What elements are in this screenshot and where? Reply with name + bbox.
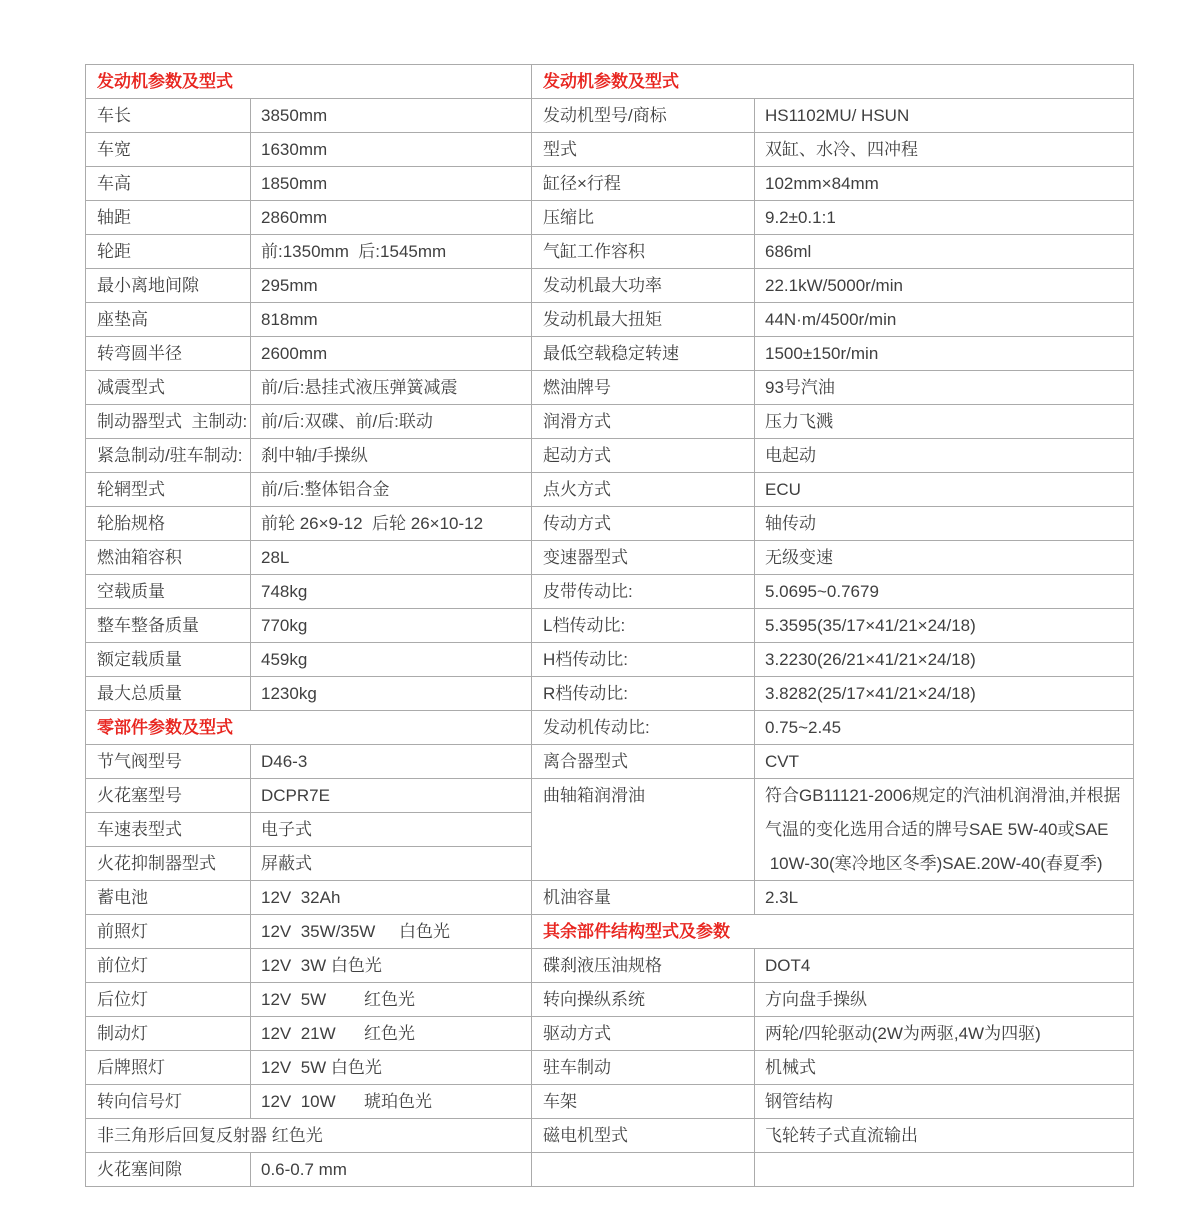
spec-label: 制动器型式 主制动: xyxy=(86,405,251,439)
spec-value: 12V 21W 红色光 xyxy=(251,1017,532,1051)
spec-label: 整车整备质量 xyxy=(86,609,251,643)
spec-value: 双缸、水冷、四冲程 xyxy=(755,133,1134,167)
spec-value: 电子式 xyxy=(251,813,532,847)
spec-value: 12V 3W 白色光 xyxy=(251,949,532,983)
spec-value: 2.3L xyxy=(755,881,1134,915)
spec-merged-row: 非三角形后回复反射器 红色光 xyxy=(86,1119,532,1153)
spec-label: 发动机最大功率 xyxy=(532,269,755,303)
spec-label: 发动机最大扭矩 xyxy=(532,303,755,337)
spec-value: 9.2±0.1:1 xyxy=(755,201,1134,235)
spec-value: DOT4 xyxy=(755,949,1134,983)
section-header: 其余部件结构型式及参数 xyxy=(532,915,1134,949)
spec-value: 5.3595(35/17×41/21×24/18) xyxy=(755,609,1134,643)
spec-label: 车高 xyxy=(86,167,251,201)
spec-label: 机油容量 xyxy=(532,881,755,915)
spec-label: R档传动比: xyxy=(532,677,755,711)
spec-label: 碟刹液压油规格 xyxy=(532,949,755,983)
spec-label: 曲轴箱润滑油 xyxy=(532,779,755,881)
spec-label: 车长 xyxy=(86,99,251,133)
spec-value: 两轮/四轮驱动(2W为两驱,4W为四驱) xyxy=(755,1017,1134,1051)
spec-label: 皮带传动比: xyxy=(532,575,755,609)
spec-value: 686ml xyxy=(755,235,1134,269)
spec-label: 额定载质量 xyxy=(86,643,251,677)
spec-value: 748kg xyxy=(251,575,532,609)
spec-value: 12V 35W/35W 白色光 xyxy=(251,915,532,949)
spec-value: 0.6-0.7 mm xyxy=(251,1153,532,1187)
spec-label: 座垫高 xyxy=(86,303,251,337)
spec-label: 蓄电池 xyxy=(86,881,251,915)
spec-label: 气缸工作容积 xyxy=(532,235,755,269)
spec-label: 制动灯 xyxy=(86,1017,251,1051)
spec-value: 前/后:整体铝合金 xyxy=(251,473,532,507)
spec-label: 火花抑制器型式 xyxy=(86,847,251,881)
spec-value: 前轮 26×9-12 后轮 26×10-12 xyxy=(251,507,532,541)
spec-value: 12V 5W 红色光 xyxy=(251,983,532,1017)
spec-label: 驱动方式 xyxy=(532,1017,755,1051)
spec-label: 前照灯 xyxy=(86,915,251,949)
spec-value: 压力飞溅 xyxy=(755,405,1134,439)
spec-value: 1500±150r/min xyxy=(755,337,1134,371)
spec-value: 818mm xyxy=(251,303,532,337)
spec-value: 前/后:悬挂式液压弹簧减震 xyxy=(251,371,532,405)
spec-label: 轮辋型式 xyxy=(86,473,251,507)
spec-value: 1850mm xyxy=(251,167,532,201)
spec-label: 离合器型式 xyxy=(532,745,755,779)
spec-value: 295mm xyxy=(251,269,532,303)
spec-label: H档传动比: xyxy=(532,643,755,677)
spec-label: 轮距 xyxy=(86,235,251,269)
spec-value: 12V 10W 琥珀色光 xyxy=(251,1085,532,1119)
spec-label: 最低空载稳定转速 xyxy=(532,337,755,371)
spec-value: 无级变速 xyxy=(755,541,1134,575)
empty-cell xyxy=(755,1153,1134,1187)
spec-label: 火花塞间隙 xyxy=(86,1153,251,1187)
spec-value: 44N·m/4500r/min xyxy=(755,303,1134,337)
spec-value: 2860mm xyxy=(251,201,532,235)
spec-value: 3.2230(26/21×41/21×24/18) xyxy=(755,643,1134,677)
spec-label: 发动机型号/商标 xyxy=(532,99,755,133)
spec-value: 3850mm xyxy=(251,99,532,133)
spec-value: 93号汽油 xyxy=(755,371,1134,405)
spec-label: 后牌照灯 xyxy=(86,1051,251,1085)
spec-label: 最小离地间隙 xyxy=(86,269,251,303)
spec-label: 润滑方式 xyxy=(532,405,755,439)
spec-label: 紧急制动/驻车制动: xyxy=(86,439,251,473)
spec-label: 传动方式 xyxy=(532,507,755,541)
spec-value: 5.0695~0.7679 xyxy=(755,575,1134,609)
spec-label: 缸径×行程 xyxy=(532,167,755,201)
spec-label: 燃油牌号 xyxy=(532,371,755,405)
spec-value: 3.8282(25/17×41/21×24/18) xyxy=(755,677,1134,711)
spec-label: 火花塞型号 xyxy=(86,779,251,813)
spec-value: D46-3 xyxy=(251,745,532,779)
spec-label: 后位灯 xyxy=(86,983,251,1017)
spec-value: 12V 5W 白色光 xyxy=(251,1051,532,1085)
spec-value: DCPR7E xyxy=(251,779,532,813)
spec-value: 钢管结构 xyxy=(755,1085,1134,1119)
empty-cell xyxy=(532,1153,755,1187)
spec-value: 机械式 xyxy=(755,1051,1134,1085)
spec-label: 最大总质量 xyxy=(86,677,251,711)
spec-label: 空载质量 xyxy=(86,575,251,609)
spec-label: 轮胎规格 xyxy=(86,507,251,541)
spec-value: 飞轮转子式直流输出 xyxy=(755,1119,1134,1153)
spec-label: 车架 xyxy=(532,1085,755,1119)
spec-value: 电起动 xyxy=(755,439,1134,473)
spec-label: 转向信号灯 xyxy=(86,1085,251,1119)
spec-value: 2600mm xyxy=(251,337,532,371)
spec-value-line: 10W-30(寒冷地区冬季)SAE.20W-40(春夏季) xyxy=(765,854,1103,873)
spec-label: 起动方式 xyxy=(532,439,755,473)
spec-label: 发动机传动比: xyxy=(532,711,755,745)
spec-label: 减震型式 xyxy=(86,371,251,405)
spec-value: 方向盘手操纵 xyxy=(755,983,1134,1017)
spec-label: 转弯圆半径 xyxy=(86,337,251,371)
spec-label: 驻车制动 xyxy=(532,1051,755,1085)
spec-value-multiline xyxy=(755,779,1134,881)
spec-value: 22.1kW/5000r/min xyxy=(755,269,1134,303)
spec-value: 刹中轴/手操纵 xyxy=(251,439,532,473)
spec-label: 型式 xyxy=(532,133,755,167)
spec-label: 轴距 xyxy=(86,201,251,235)
spec-value: 前/后:双碟、前/后:联动 xyxy=(251,405,532,439)
spec-value: 前:1350mm 后:1545mm xyxy=(251,235,532,269)
spec-value: 轴传动 xyxy=(755,507,1134,541)
spec-value: 28L xyxy=(251,541,532,575)
section-header: 发动机参数及型式 xyxy=(532,65,1134,99)
spec-label: 车宽 xyxy=(86,133,251,167)
spec-value: 770kg xyxy=(251,609,532,643)
spec-value: 459kg xyxy=(251,643,532,677)
spec-label: 燃油箱容积 xyxy=(86,541,251,575)
spec-label: 点火方式 xyxy=(532,473,755,507)
spec-label: 节气阀型号 xyxy=(86,745,251,779)
spec-value-line: 符合GB11121-2006规定的汽油机润滑油,并根据 xyxy=(765,786,1121,805)
vehicle-spec-table xyxy=(85,64,1134,1187)
spec-label: 磁电机型式 xyxy=(532,1119,755,1153)
spec-value: 1230kg xyxy=(251,677,532,711)
spec-value-line: 气温的变化选用合适的牌号SAE 5W-40或SAE xyxy=(765,820,1109,839)
spec-label: 变速器型式 xyxy=(532,541,755,575)
spec-value: 12V 32Ah xyxy=(251,881,532,915)
spec-value: 屏蔽式 xyxy=(251,847,532,881)
section-header: 零部件参数及型式 xyxy=(86,711,532,745)
spec-label: L档传动比: xyxy=(532,609,755,643)
spec-value: 1630mm xyxy=(251,133,532,167)
section-header: 发动机参数及型式 xyxy=(86,65,532,99)
spec-value: CVT xyxy=(755,745,1134,779)
spec-value: HS1102MU/ HSUN xyxy=(755,99,1134,133)
spec-label: 转向操纵系统 xyxy=(532,983,755,1017)
spec-value: 0.75~2.45 xyxy=(755,711,1134,745)
spec-label: 前位灯 xyxy=(86,949,251,983)
spec-value: 102mm×84mm xyxy=(755,167,1134,201)
spec-label: 压缩比 xyxy=(532,201,755,235)
spec-value: ECU xyxy=(755,473,1134,507)
spec-label: 车速表型式 xyxy=(86,813,251,847)
